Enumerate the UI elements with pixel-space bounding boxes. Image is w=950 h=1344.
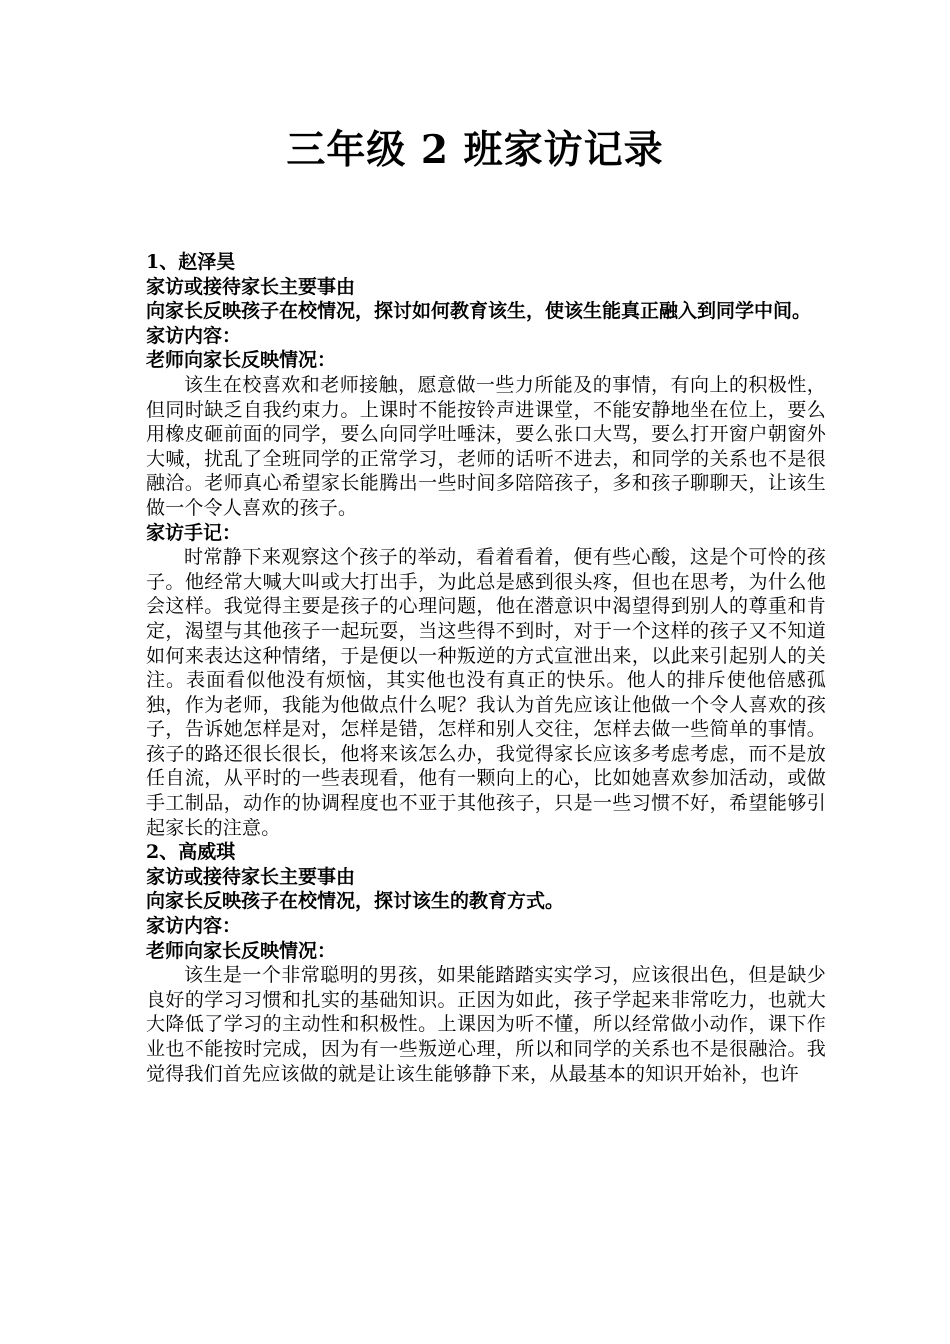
- teacher-report-text: 该生在校喜欢和老师接触，愿意做一些力所能及的事情，有向上的积极性，但同时缺乏自我约束力。上课时不能按铃声进课堂，不能安静地坐在位上，要么用橡皮砸前面的同学，要么向同学吐唾沫，要么张口大骂，要么打开窗户朝窗外大喊，扰乱了全班同学的正常学习，老师的话听不进去，和同学的关系也不是很融洽。老师真心希望家长能腾出一些时间多陪陪孩子，多和孩子聊聊天，让该生做一个令人喜欢的孩子。: [146, 373, 826, 519]
- visit-content-heading: 家访内容：: [146, 324, 242, 347]
- student-name: 2、高威琪: [146, 841, 236, 864]
- teacher-report-heading: 老师向家长反映情况：: [146, 939, 337, 962]
- teacher-report-heading: 老师向家长反映情况：: [146, 349, 337, 372]
- page-title: 三年级 2 班家访记录: [286, 127, 664, 173]
- visit-content-heading: 家访内容：: [146, 915, 242, 938]
- reason-text: 向家长反映孩子在校情况，探讨该生的教育方式。: [146, 890, 565, 913]
- visit-notes-heading: 家访手记：: [146, 521, 242, 544]
- teacher-report-text: 该生是一个非常聪明的男孩，如果能踏踏实实学习，应该很出色，但是缺少良好的学习习惯和扎实的基础知识。正因为如此，孩子学起来非常吃力，也就大大降低了学习的主动性和积极性。上课因为听不懂，所以经常做小动作，课下作业也不能按时完成，因为有一些叛逆心理，所以和同学的关系也不是很融洽。我觉得我们首先应该做的就是让该生能够静下来，从最基本的知识开始补，也许: [146, 964, 826, 1085]
- student-name: 1、赵泽昊: [146, 251, 236, 273]
- document-body: [146, 250, 826, 1086]
- reason-heading: 家访或接待家长主要事由: [146, 865, 356, 888]
- visit-notes-text: 时常静下来观察这个孩子的举动，看着看着，便有些心酸，这是个可怜的孩子。他经常大喊大叫或大打出手，为此总是感到很头疼，但也在思考，为什么他会这样。我觉得主要是孩子的心理问题，他在潜意识中渴望得到别人的尊重和肯定，渴望与其他孩子一起玩耍，当这些得不到时，对于一个这样的孩子又不知道如何来表达这种情绪，于是便以一种叛逆的方式宣泄出来，以此来引起别人的关注。表面看似他没有烦恼，其实他也没有真正的快乐。他人的排斥使他倍感孤独，作为老师，我能为他做点什么呢？我认为首先应该让他做一个令人喜欢的孩子，告诉她怎样是对，怎样是错，怎样和别人交往，怎样去做一些简单的事情。孩子的路还很长很长，他将来该怎么办，我觉得家长应该多考虑考虑，而不是放任自流，从平时的一些表现看，他有一颗向上的心，比如她喜欢参加活动，或做手工制品，动作的协调程度也不亚于其他孩子，只是一些习惯不好，希望能够引起家长的注意。: [146, 546, 826, 839]
- reason-text: 向家长反映孩子在校情况，探讨如何教育该生，使该生能真正融入到同学中间。: [146, 300, 812, 323]
- reason-heading: 家访或接待家长主要事由: [146, 275, 356, 298]
